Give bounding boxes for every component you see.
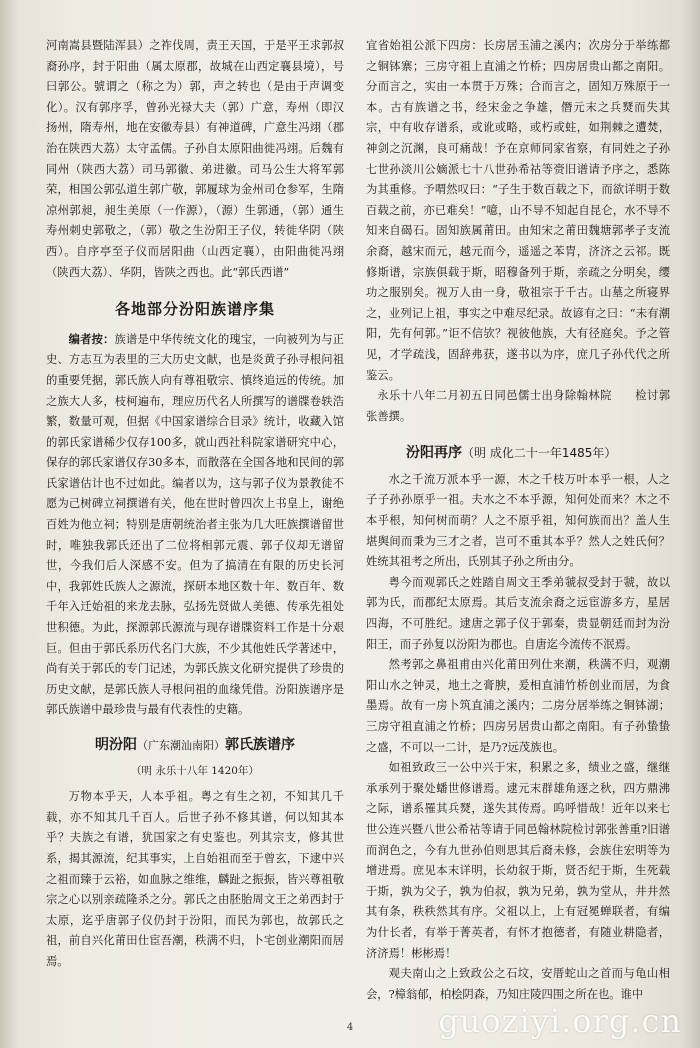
preface2-paragraph: 水之千流万派本乎一源，木之千枝万叶本乎一根，人之子子孙孙原乎一祖。夫水之不本乎源，知何处而来？木之不本乎根，知何树而萌？人之不原乎祖，知何族而出？盖人生堪舆间而秉为三才之者，岂可不重其本乎？然人之姓氏何？姓统其祖考之所出，氏别其子孙之所由分。	[366, 472, 670, 569]
preface2-title	[406, 443, 670, 464]
intro-paragraph: 河南嵩县暨陆浑县）之祚伐周，责王天国，于是平王求郭叔裔孙序，封于阳曲（属太原郡，故城在山西定襄县境），号曰郭公。號谓之（称之为）郭，声之转也（是由于声调变化）。汉有郭序孚，曾孙光禄大夫（郭）广意，寿州（即汉扬州，隋寿州，地在安徽寿县）有神道碑，广意生冯翊（郡治在陕西大荔）太守孟儒。子孙自太原阳曲徙冯翊。后魏有同州（陕西大荔）司马郭徽、弟进徽。司马公生大将军郭荣，相国公郭弘道生郭广敬，郭履球为金州司仓参军，生隋凉州郭昶，昶生美原（一作源），（源）生郭通，（郭）通生寿州刺史郭敬之，（郭）敬之生汾阳王子仪，转徙华阴（陕西）。自序亭至子仪而居阳曲（山西定襄），由阳曲徙冯翊（陕西大荔）、华阴，皆陕之西也。此“郭氏西谱”	[46, 39, 344, 279]
preface2-paragraph: 如祖致政三一公中兴于宋，积累之多，绩业之盛，继继承承列于聚处蟠世修谱焉。逮元末群雄角逐之秋，四方鼎沸之际，谱系罹其兵燹，遂失其传焉。呜呼惜哉！近年以来七世公连兴暨八世公希祜等请于同邑翰林院检讨郭张善重?旧谱而润色之，今有九世孙伯则思其后裔未修，会族住宏明等为增进焉。庶见本末详明，长幼叙于斯，贤否纪于斯，生死载于斯，孰为父子，孰为伯叔，孰为兄弟，孰为堂从，井井然其有条，秩秩然其有序。父祖以上，上有冠冕蝉联者，有编为什长者，有举于菁英者，有怀才抱德者，有随业耕隐者，济济焉！彬彬焉！	[366, 761, 670, 960]
preface1-title-place: （广东潮汕南阳）	[137, 739, 225, 752]
preface2-title-main: 汾阳再序	[406, 445, 462, 462]
page-shadow-left	[0, 0, 18, 1048]
preface1-signoff: 永乐十八年二月初五日同邑儒士出身除翰林院 检讨郭张善撰。	[366, 389, 670, 423]
editor-label: 编者按：	[68, 332, 115, 346]
preface1-title	[46, 735, 344, 757]
preface2-paragraph: 然考郭之鼻祖甫由兴化莆田列仕来潮，秩满不归，观潮阳山水之钟灵，地土之膏腴，爰相直浦竹桥创业而居，为食墨焉。故有一房卜筑直浦之溪内；二房分居举练之铜钵湖；三房守祖直浦之竹桥；四房另居贵山都之南阳。有子孙蛰蛰之盛，不可以一二计，是乃?远茂族也。	[366, 658, 670, 754]
right-column	[366, 36, 670, 1036]
left-column	[46, 36, 344, 1036]
preface2-title-date: （明 成化二十一年1485年）	[462, 446, 617, 461]
preface1-continuation: 宜省始祖公派下四房：长房居玉浦之溪内；次房分于举练都之铜钵寨；三房守祖上直浦之竹桥；四房居贵山都之南阳。分而言之，实由一本贯于万殊；合而言之，固知万殊原于一本。古有族谱之书，经宋金之争雄，僭元末之兵燹而失其宗，中有收存谱系，或讹或略，或朽或蛀，如荆棘之遭焚，神剑之沉渊，良可痛哉！予在京师同家省察，有同姓之子孙七世孙淡川公嫡派七十八世孙希祜等赍旧谱请予序之，悉陈为其重修。予喟然叹曰：“子生于数百载之下，而欲详明于数百载之前，亦已难矣！”噫，山不导不知起自昆仑，水不导不知来自碣石。固知族属莆田。由知宋之莆田魏塘郭孝子支流余裔，越宋而元，越元而今，遥遥之苯胄，济济之云祁。既修斯谱，宗族俱载于斯，昭穆备列于斯，亲疏之分明矣，缨功之服别矣。视万人由一身，敬祖宗于千古。山墓之所寝界之，业列记上祖，事实之中难尽纪录。故谚有之曰：“未有潮阳，先有何郭。”讵不信欤？视彼他族，大有径庭矣。予之管见，才学疏浅，固辞弗获，遂书以为序，庶几子孙代代之所鉴云。	[366, 39, 670, 382]
page-shadow-right	[682, 0, 700, 1048]
editor-note	[46, 330, 344, 721]
editor-note-text: 族谱是中华传统文化的瑰宝，一向被列为与正史、方志互为表里的三大历史文献，也是炎黄子孙寻根问祖的重要凭据，郭氏族人向有尊祖敬宗、慎终追远的传统。加之族大人多，枝柯遍布，理应历代名人所撰写的谱牒卷轶浩繁，数量可观，但据《中国家谱综合目录》统计，收藏入馆的郭氏家谱稀少仅存100多，就山西社科院家谱研究中心，保存的郭氏家谱仅存30多本，而散落在全国各地和民间的郭氏家谱估计也不过如此。编者以为，这与郭子仪为景教徒不愿为己树碑立祠撰谱有关，他在世时曾四次上书皇上，谢绝百姓为他立祠；特别是唐朝统治者主张为几大旺族撰谱留世时，唯独我郭氏还出了二位将相郭元震、郭子仪却无谱留世，今我们后人深感不安。但为了搞清在有限的历史长河中，我郭姓氏族人之源流，探研本地区数十年、数百年、数千年入迁始祖的来龙去脉，弘扬先贤做人美德、传承先祖处世积德。为此，探源郭氏源流与现存谱牒资料工作是十分艰巨。但由于郭氏系历代名门大族，不少其他姓氏学著述中，尚有关于郭氏的专门记述，为郭氏族文化研究提供了珍贵的历史文献，是郭氏族人寻根问祖的血缘凭借。汾阳族谱序是郭氏族谱中最珍贵与最有代表性的史籍。	[46, 332, 344, 717]
preface1-title-main: 明汾阳	[95, 737, 137, 753]
preface2-paragraph: 粤今而观郭氏之姓踏自周文王季弟虢叔受封于虢，故以郭为氏，而郡纪太原焉。其后支流余裔之远宦游多方，星居四海，不可胜纪。逮唐之郭子仪于郭秦，贵显朝廷而封为汾阳王，而子孙复以汾阳为郡也。自唐迄今流传不泯焉。	[366, 575, 670, 651]
preface1-date: （明 永乐十八年 1420年）	[131, 764, 259, 777]
section-title: 各地部分汾阳族谱序集	[114, 300, 275, 319]
page-number: 4	[346, 1022, 354, 1033]
preface1-text: 万物本乎天，人本乎祖。粤之有生之初，不知其几千载，亦不知其几千百人。后世子孙不修其谱，何以知其本乎？夫族之有谱，犹国家之有史鉴也。列其宗支，修其世系，揭其源流，纪其事实，上自始祖而至于曾玄，下逮中兴之祖而臻于云裕，如血脉之维维，麟趾之振振，皆兴尊祖敬宗之心以别亲疏隆杀之分。郭氏之由胚胎周文王之弟西封于太原，迄乎唐郭子仪仍封于汾阳，而民为郭也，故郭氏之祖，前自兴化莆田仕宦吾潮，秩满不归，卜宅创业潮阳而居焉。	[46, 790, 344, 968]
preface1-title-suffix: 郭氏族谱序	[225, 737, 295, 753]
site-watermark: guoziyi.org.cn	[438, 1002, 682, 1040]
preface2-paragraph: 观夫南山之上致政公之石坟，安厝蛇山之首而与龟山相会，?樟翁郁，柏桧阴森，乃知庄陵四围之所在也。谁中	[366, 967, 670, 1001]
